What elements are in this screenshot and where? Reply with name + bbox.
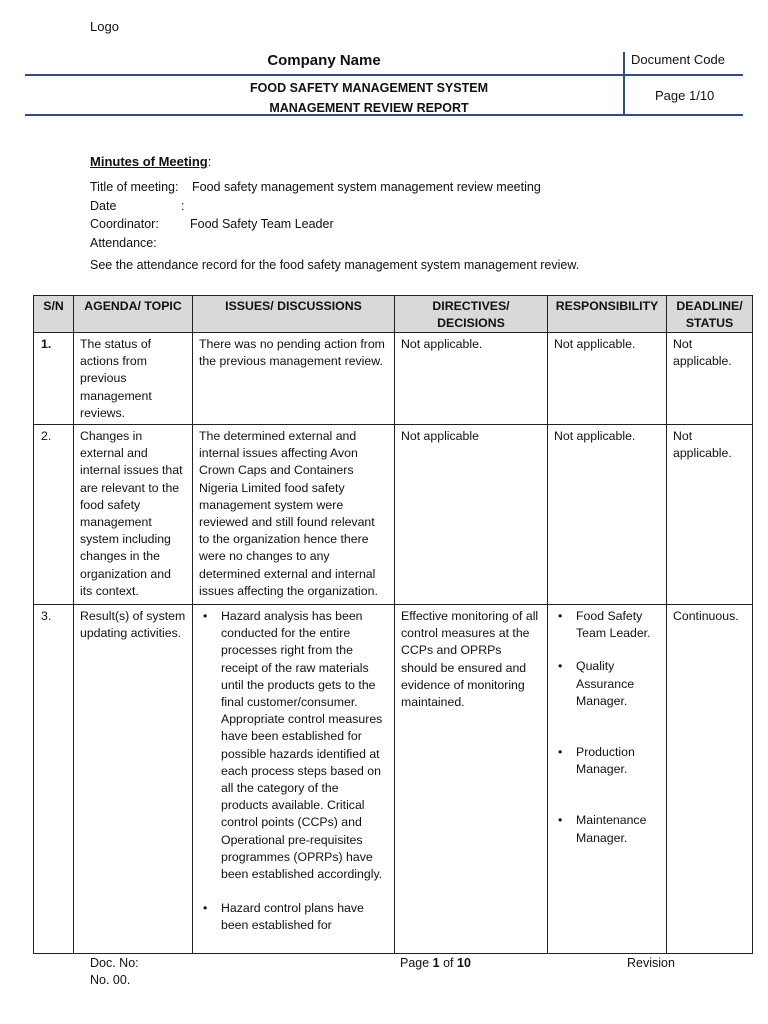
col-header-sn: S/N xyxy=(34,296,74,333)
table-row xyxy=(34,425,753,605)
date-label: Date xyxy=(90,199,117,213)
attendance-note: See the attendance record for the food safety management system management review. xyxy=(90,258,580,272)
row-topic: Changes in external and internal issues that are relevant to the food safety management system including changes in the organization and its context. xyxy=(74,425,193,605)
table-row xyxy=(34,333,753,425)
footer-revision: Revision xyxy=(627,956,675,970)
meeting-title-label: Title of meeting: xyxy=(90,180,179,194)
row-deadline: Not applicable. xyxy=(667,425,753,605)
date-colon: : xyxy=(181,199,185,213)
col-header-directives: DIRECTIVES/ DECISIONS xyxy=(395,296,548,333)
row-responsibility: Not applicable. xyxy=(548,425,667,605)
minutes-heading xyxy=(90,154,211,169)
table-header-row xyxy=(34,296,753,333)
review-table xyxy=(33,295,753,954)
minutes-heading-colon: : xyxy=(207,154,212,169)
list-item: • Food Safety Team Leader. xyxy=(576,608,660,642)
row-deadline: Continuous. xyxy=(667,605,753,954)
logo-placeholder: Logo xyxy=(90,19,119,34)
coordinator-value: Food Safety Team Leader xyxy=(190,217,334,231)
date-row xyxy=(90,199,185,213)
footer-page-of: of xyxy=(439,956,457,970)
row-issues xyxy=(193,605,395,954)
footer-revision-number: No. 00. xyxy=(90,973,131,987)
row-topic: The status of actions from previous management reviews. xyxy=(74,333,193,425)
col-header-agenda: AGENDA/ TOPIC xyxy=(74,296,193,333)
document-title xyxy=(25,78,713,118)
col-header-responsibility: RESPONSIBILITY xyxy=(548,296,667,333)
list-item: • Hazard control plans have been established for xyxy=(221,900,388,934)
document-title-line1: FOOD SAFETY MANAGEMENT SYSTEM xyxy=(250,81,488,95)
footer-page-prefix: Page xyxy=(400,956,433,970)
coordinator-label: Coordinator: xyxy=(90,217,159,231)
row-sn: 3. xyxy=(34,605,74,954)
issues-bullet-list xyxy=(199,608,388,935)
footer-doc-no: Doc. No: xyxy=(90,956,139,970)
header-top-rule xyxy=(25,74,743,76)
col-header-issues: ISSUES/ DISCUSSIONS xyxy=(193,296,395,333)
list-item: • Maintenance Manager. xyxy=(576,812,660,846)
row-topic: Result(s) of system updating activities. xyxy=(74,605,193,954)
attendance-label: Attendance: xyxy=(90,236,157,250)
table-row xyxy=(34,605,753,954)
row-sn: 2. xyxy=(34,425,74,605)
list-item: • Hazard analysis has been conducted for the entire processes right from the receipt of the raw materials until the products gets to the final customer/consumer. Appropriate control measures have been established for possible hazards identified at each process steps based on all the category of the products available. Critical control points (CCPs) and Operational pre-requisites programmes (OPRPs) have been established accordingly. xyxy=(221,608,388,883)
minutes-heading-text: Minutes of Meeting xyxy=(90,154,208,169)
company-name: Company Name xyxy=(267,52,381,69)
list-item: • Quality Assurance Manager. xyxy=(576,658,660,710)
responsibility-bullet-list xyxy=(554,608,660,847)
footer-page xyxy=(400,956,471,970)
row-responsibility xyxy=(548,605,667,954)
row-sn: 1. xyxy=(34,333,74,425)
document-title-line2: MANAGEMENT REVIEW REPORT xyxy=(269,101,469,115)
row-issues: There was no pending action from the previous management review. xyxy=(193,333,395,425)
list-item: • Production Manager. xyxy=(576,744,660,778)
footer-page-current: 1 xyxy=(432,956,440,970)
meeting-title-value: Food safety management system management review meeting xyxy=(192,180,541,194)
attendance-row xyxy=(90,236,157,250)
meeting-title-row xyxy=(90,180,541,194)
row-directives: Not applicable xyxy=(395,425,548,605)
header-page-number: Page 1/10 xyxy=(655,88,715,103)
row-directives: Not applicable. xyxy=(395,333,548,425)
footer-page-total: 10 xyxy=(457,956,471,970)
coordinator-row xyxy=(90,217,334,231)
row-responsibility: Not applicable. xyxy=(548,333,667,425)
col-header-deadline: DEADLINE/ STATUS xyxy=(667,296,753,333)
document-code-label: Document Code xyxy=(631,52,725,67)
row-directives: Effective monitoring of all control measures at the CCPs and OPRPs should be ensured and evidence of monitoring maintained. xyxy=(395,605,548,954)
row-deadline: Not applicable. xyxy=(667,333,753,425)
row-issues: The determined external and internal issues affecting Avon Crown Caps and Containers Nigeria Limited food safety management system were reviewed and still found relevant to the organization hence there were no changes to any determined external and internal issues affecting the organization. xyxy=(193,425,395,605)
